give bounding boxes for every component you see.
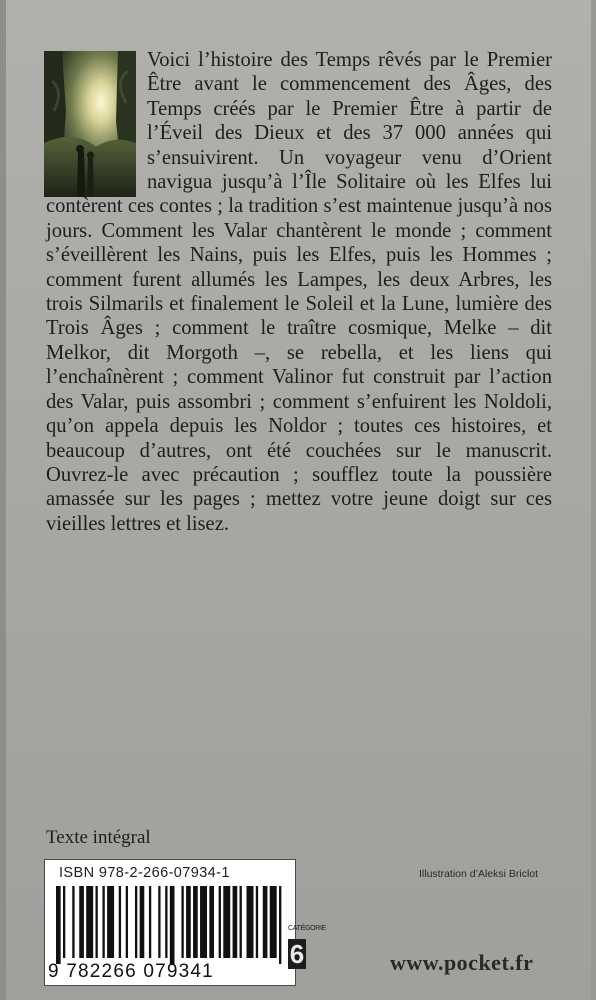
barcode-digits: 9 782266 079341 (48, 961, 214, 982)
barcode-icon (56, 886, 286, 964)
category-label: CATÉGORIE (288, 925, 327, 932)
cover-right-edge (591, 0, 596, 1000)
back-cover-blurb (46, 48, 552, 536)
category-number: 6 (289, 939, 305, 969)
edition-note: Texte intégral (46, 827, 151, 848)
publisher-website: www.pocket.fr (390, 950, 534, 975)
category-badge (287, 925, 327, 973)
cover-left-edge (0, 0, 6, 1000)
blurb-text: Voici l’histoire des Temps rêvés par le Premier Être avant le commencement des Âges, des Temps créés par le Premier Être à partir de l’Éveil des Dieux et des 37 000 années qui s’ensuivirent. Un voyageur venu d’Orient navigua jusqu’à l’Île Solitaire où les Elfes lui contèrent ces contes ; la tradition s’est maintenue jusqu’à nos jours. Comment les Valar chantèrent le monde ; comment s’éveillèrent les Nains, puis les Elfes, puis les Hommes ; comment furent allumés les Lampes, les deux Arbres, les trois Silmarils et finalement le Soleil et la Lune, lumière des Trois Âges ; comment le traître cosmique, Melke – dit Melkor, dit Morgoth –, se rebella, et les liens qui l’enchaînèrent ; comment Valinor fut construit par l’action des Valar, puis assombri ; comment s’enfuirent les Noldoli, qu’on appela depuis les Noldor ; toutes ces histoires, et beaucoup d’autres, ont été couchées sur le manuscrit. Ouvrez-le avec précaution ; soufflez toute la poussière amassée sur les pages ; mettez votre jeune doigt sur ces vieilles lettres et lisez. (46, 49, 552, 535)
illustration-credit: Illustration d’Aleksi Briclot (419, 868, 539, 880)
isbn-number: ISBN 978-2-266-07934-1 (59, 865, 230, 881)
isbn-barcode-label (44, 859, 296, 986)
